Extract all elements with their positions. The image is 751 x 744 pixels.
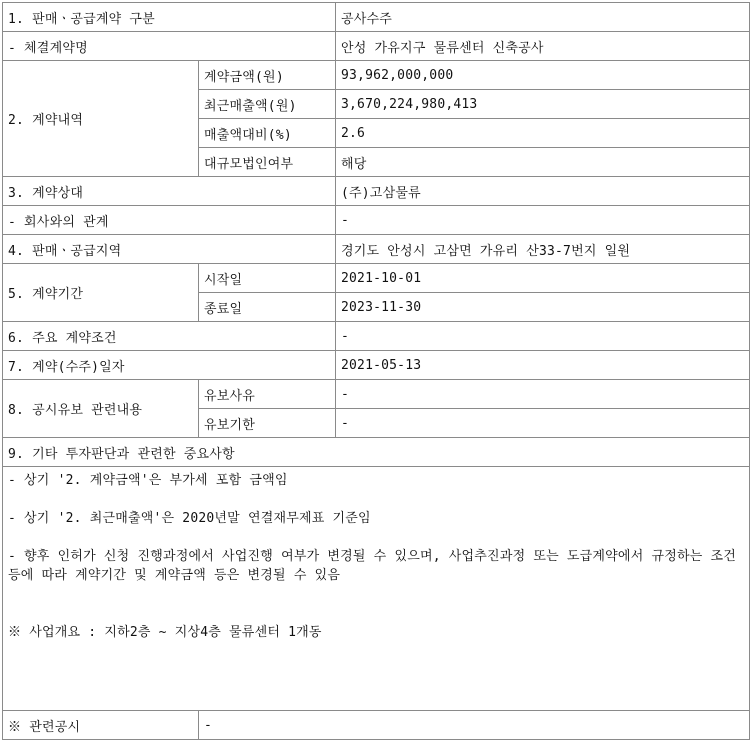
note-contract-amount: - 상기 '2. 계약금액'은 부가세 포함 금액임: [8, 473, 288, 488]
label-deferral-deadline: 유보기한: [199, 409, 336, 438]
label-contract-details: 2. 계약내역: [3, 61, 199, 177]
label-contract-name: - 체결계약명: [3, 32, 336, 61]
label-supply-region: 4. 판매ㆍ공급지역: [3, 235, 336, 264]
note-spacer: [8, 604, 744, 623]
row-related-disclosure: [3, 711, 750, 740]
note-spacer: [8, 585, 744, 604]
label-contract-type: 1. 판매ㆍ공급계약 구분: [3, 3, 336, 32]
value-counterparty: (주)고삼물류: [336, 177, 750, 206]
label-disclosure-deferral: 8. 공시유보 관련내용: [3, 380, 199, 438]
row-other-matters: [3, 438, 750, 467]
contract-disclosure-table: [2, 2, 750, 740]
value-supply-region: 경기도 안성시 고삼면 가유리 산33-7번지 일원: [336, 235, 750, 264]
notes-block: [3, 467, 750, 711]
value-start-date: 2021-10-01: [336, 264, 750, 293]
row-contract-date: [3, 351, 750, 380]
label-counterparty: 3. 계약상대: [3, 177, 336, 206]
value-large-corp: 해당: [336, 148, 750, 177]
row-disclosure-deferral: [3, 380, 750, 409]
note-spacer: [8, 528, 744, 547]
row-supply-region: [3, 235, 750, 264]
note-business-overview: ※ 사업개요 : 지하2층 ~ 지상4층 물류센터 1개동: [8, 625, 322, 640]
row-contract-details: [3, 61, 750, 90]
label-end-date: 종료일: [199, 293, 336, 322]
note-recent-revenue: - 상기 '2. 최근매출액'은 2020년말 연결재무제표 기준임: [8, 511, 371, 526]
value-deferral-reason: -: [336, 380, 750, 409]
label-revenue-ratio: 매출액대비(%): [199, 119, 336, 148]
label-contract-amount: 계약금액(원): [199, 61, 336, 90]
label-large-corp: 대규모법인여부: [199, 148, 336, 177]
label-related-disclosure: ※ 관련공시: [3, 711, 199, 740]
row-main-terms: [3, 322, 750, 351]
value-contract-date: 2021-05-13: [336, 351, 750, 380]
label-other-matters: 9. 기타 투자판단과 관련한 중요사항: [3, 438, 750, 467]
label-main-terms: 6. 주요 계약조건: [3, 322, 336, 351]
value-contract-amount: 93,962,000,000: [336, 61, 750, 90]
value-relationship: -: [336, 206, 750, 235]
row-notes: [3, 467, 750, 711]
label-contract-period: 5. 계약기간: [3, 264, 199, 322]
note-spacer: [8, 490, 744, 509]
row-relationship: [3, 206, 750, 235]
label-recent-revenue: 최근매출액(원): [199, 90, 336, 119]
value-revenue-ratio: 2.6: [336, 119, 750, 148]
value-recent-revenue: 3,670,224,980,413: [336, 90, 750, 119]
value-related-disclosure: -: [199, 711, 750, 740]
label-deferral-reason: 유보사유: [199, 380, 336, 409]
value-contract-name: 안성 가유지구 물류센터 신축공사: [336, 32, 750, 61]
label-contract-date: 7. 계약(수주)일자: [3, 351, 336, 380]
value-contract-type: 공사수주: [336, 3, 750, 32]
note-change-notice: - 향후 인허가 신청 진행과정에서 사업진행 여부가 변경될 수 있으며, 사업추진과정 또는 도급계약에서 규정하는 조건 등에 따라 계약기간 및 계약금액 등은 변경될 수 있음: [8, 549, 737, 583]
value-end-date: 2023-11-30: [336, 293, 750, 322]
row-contract-type: [3, 3, 750, 32]
label-relationship: - 회사와의 관계: [3, 206, 336, 235]
row-contract-period: [3, 264, 750, 293]
value-main-terms: -: [336, 322, 750, 351]
row-contract-name: [3, 32, 750, 61]
value-deferral-deadline: -: [336, 409, 750, 438]
label-start-date: 시작일: [199, 264, 336, 293]
row-counterparty: [3, 177, 750, 206]
